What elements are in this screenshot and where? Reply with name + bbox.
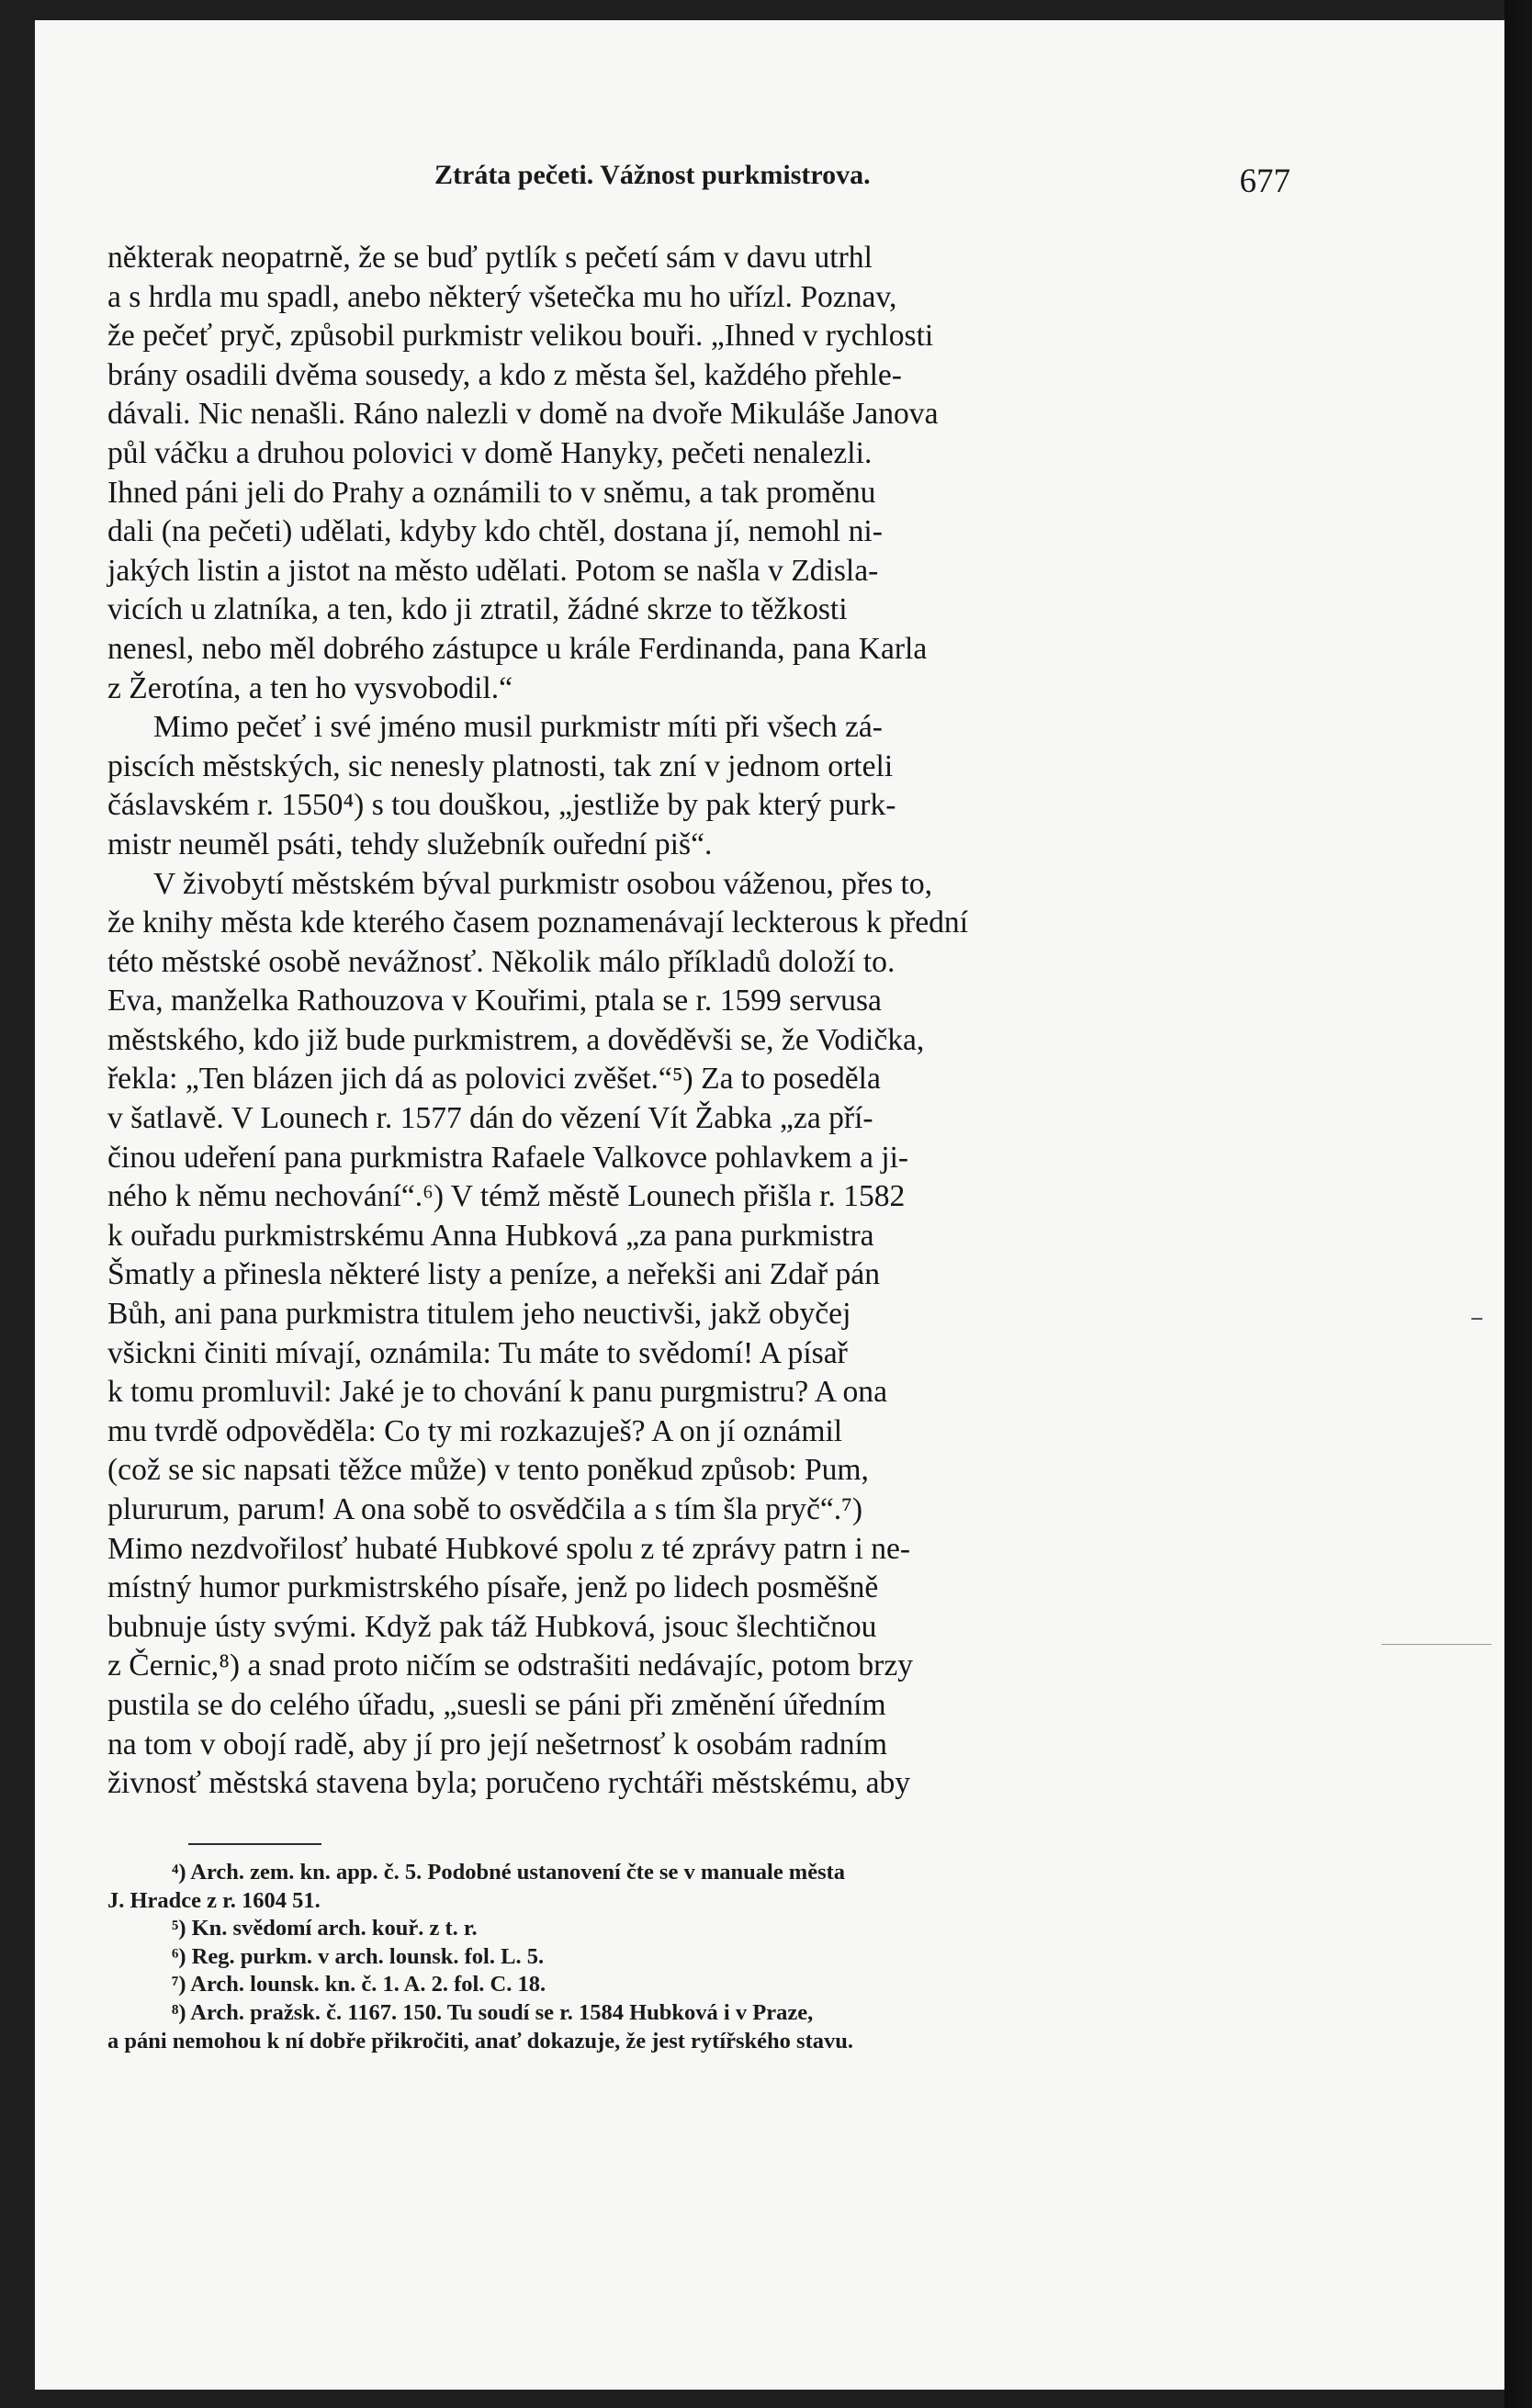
- footnote-line: a páni nemohou k ní dobře přikročiti, anať dokazuje, že jest rytířského stavu.: [107, 2028, 854, 2054]
- body-line: Ihned páni jeli do Prahy a oznámili to v sněmu, a tak proměnu: [107, 475, 876, 510]
- body-line: že pečeť pryč, způsobil purkmistr velikou bouři. „Ihned v rychlosti: [107, 319, 934, 354]
- body-line: Mimo pečeť i své jméno musil purkmistr míti při všech zá-: [153, 710, 883, 745]
- body-line: Mimo nezdvořilosť hubaté Hubkové spolu z té zprávy patrn i ne-: [107, 1531, 911, 1566]
- body-line: z Černic,⁸) a snad proto ničím se odstrašiti nedávajíc, potom brzy: [107, 1648, 914, 1683]
- body-line: pustila se do celého úřadu, „suesli se páni při změnění úředním: [107, 1687, 886, 1722]
- body-line: místný humor purkmistrského písaře, jenž po lidech posměšně: [107, 1570, 879, 1605]
- body-line: některak neopatrně, že se buď pytlík s pečetí sám v davu utrhl: [107, 241, 873, 275]
- page-header: [107, 138, 1290, 202]
- body-line: všickni činiti mívají, oznámila: Tu máte to svědomí! A písař: [107, 1335, 848, 1370]
- body-line: živnosť městská stavena byla; poručeno rychtáři městskému, aby: [107, 1766, 911, 1801]
- running-title: Ztráta pečeti. Vážnost purkmistrova.: [434, 160, 871, 190]
- footnote-line: J. Hradce z r. 1604 51.: [107, 1887, 321, 1913]
- body-line: na tom v obojí radě, aby jí pro její nešetrnosť k osobám radním: [107, 1727, 887, 1761]
- footnote-line: ⁶) Reg. purkm. v arch. lounsk. fol. L. 5.: [172, 1943, 545, 1969]
- body-line: k ouřadu purkmistrskému Anna Hubková „za pana purkmistra: [107, 1218, 874, 1253]
- footnote-line: ⁷) Arch. lounsk. kn. č. 1. A. 2. fol. C. 18.: [172, 1972, 546, 1997]
- footnote-line: ⁸) Arch. pražsk. č. 1167. 150. Tu soudí se r. 1584 Hubková i v Praze,: [172, 1999, 814, 2025]
- page-number: 677: [1239, 163, 1290, 200]
- body-text: [107, 239, 1290, 1804]
- body-line: dali (na pečeti) udělati, kdyby kdo chtěl, dostana jí, nemohl ni-: [107, 514, 883, 549]
- body-line: že knihy města kde kterého časem poznamenávají leckterous k přední: [107, 906, 969, 940]
- body-line: Eva, manželka Rathouzova v Kouřimi, ptala se r. 1599 servusa: [107, 984, 882, 1018]
- body-line: v šatlavě. V Lounech r. 1577 dán do vězení Vít Žabka „za pří-: [107, 1101, 873, 1136]
- footnote-line: ⁴) Arch. zem. kn. app. č. 5. Podobné ustanovení čte se v manuale města: [172, 1860, 846, 1885]
- body-line: mistr neuměl psáti, tehdy služebník ouřední piš“.: [107, 827, 713, 861]
- body-line: k tomu promluvil: Jaké je to chování k panu purgmistru? A ona: [107, 1375, 887, 1410]
- body-line: čáslavském r. 1550⁴) s tou douškou, „jestliže by pak který purk-: [107, 788, 896, 823]
- body-line: V živobytí městském býval purkmistr osobou váženou, přes to,: [153, 866, 933, 901]
- body-line: brány osadili dvěma sousedy, a kdo z města šel, každého přehle-: [107, 357, 902, 392]
- body-line: vicích u zlatníka, a ten, kdo ji ztratil, žádné skrze to těžkosti: [107, 592, 848, 627]
- body-line: řekla: „Ten blázen jich dá as polovici zvěšet.“⁵) Za to poseděla: [107, 1062, 881, 1097]
- body-line: Šmatly a přinesla některé listy a peníze, a neřekši ani Zdař pán: [107, 1257, 880, 1292]
- body-line: ného k němu nechování“.⁶) V témž městě Lounech přišla r. 1582: [107, 1179, 906, 1214]
- footnote-line: ⁵) Kn. svědomí arch. kouř. z t. r.: [172, 1916, 478, 1941]
- scan-mark: [1471, 1318, 1482, 1320]
- footnotes: [107, 1859, 1290, 2055]
- footnote-separator: [188, 1843, 321, 1845]
- body-line: a s hrdla mu spadl, anebo některý všetečka mu ho uřízl. Poznav,: [107, 279, 897, 314]
- body-line: městského, kdo již bude purkmistrem, a dověděvši se, že Vodička,: [107, 1022, 925, 1057]
- body-line: činou udeření pana purkmistra Rafaele Valkovce pohlavkem a ji-: [107, 1140, 909, 1175]
- body-line: dávali. Nic nenašli. Ráno nalezli v domě na dvoře Mikuláše Janova: [107, 397, 939, 432]
- page-edge-shadow: [1504, 0, 1532, 2408]
- body-line: této městské osobě nevážnosť. Několik málo příkladů doloží to.: [107, 944, 896, 979]
- body-line: z Žerotína, a ten ho vysvobodil.“: [107, 670, 513, 705]
- body-line: Bůh, ani pana purkmistra titulem jeho neuctivši, jakž obyčej: [107, 1297, 851, 1332]
- body-line: (což se sic napsati těžce může) v tento poněkud způsob: Pum,: [107, 1453, 869, 1488]
- body-line: mu tvrdě odpověděla: Co ty mi rozkazuješ? A on jí oznámil: [107, 1413, 843, 1448]
- body-line: bubnuje ústy svými. Když pak táž Hubková, jsouc šlechtičnou: [107, 1609, 877, 1644]
- body-line: půl váčku a druhou polovici v domě Hanyky, pečeti nenalezli.: [107, 435, 873, 470]
- scan-mark: [1381, 1644, 1492, 1645]
- body-line: jakých listin a jistot na město udělati. Potom se našla v Zdisla-: [107, 553, 879, 588]
- body-line: plururum, parum! A ona sobě to osvědčila a s tím šla pryč“.⁷): [107, 1492, 863, 1526]
- body-line: piscích městských, sic nenesly platnosti, tak zní v jednom orteli: [107, 748, 894, 783]
- body-line: nenesl, nebo měl dobrého zástupce u krále Ferdinanda, pana Karla: [107, 631, 928, 666]
